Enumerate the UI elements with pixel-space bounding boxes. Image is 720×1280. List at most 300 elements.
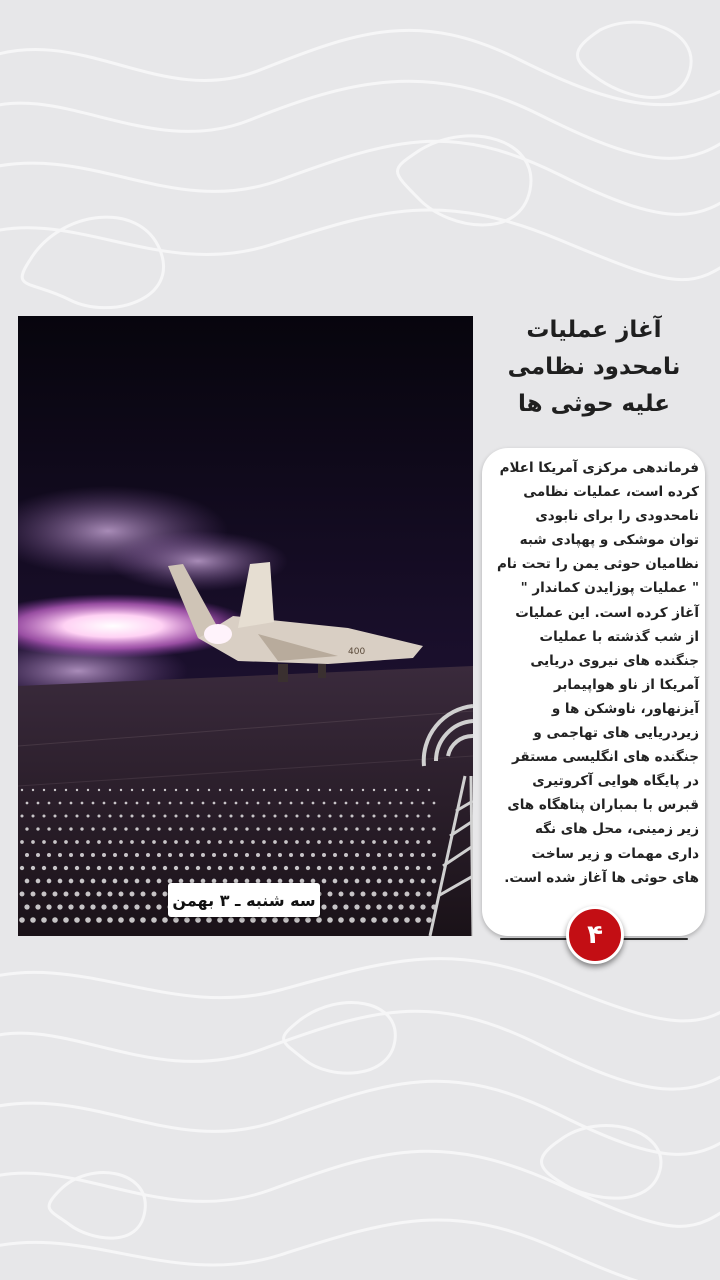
halftone-dot xyxy=(240,814,243,817)
page-number-badge: ۴ xyxy=(566,906,624,964)
halftone-dot xyxy=(311,827,314,830)
halftone-dot xyxy=(405,892,410,897)
halftone-dot xyxy=(432,827,435,830)
halftone-dot xyxy=(327,917,333,923)
halftone-dot xyxy=(257,802,260,805)
halftone-dot xyxy=(294,917,300,923)
halftone-dot xyxy=(256,827,259,830)
body-line: جنگنده های نیروی دریایی xyxy=(530,652,699,669)
halftone-dot xyxy=(372,892,377,897)
halftone-dot xyxy=(393,917,399,923)
halftone-dot xyxy=(433,802,436,805)
halftone-dot xyxy=(371,917,377,923)
body-line: در پایگاه هوایی آکروتیری xyxy=(532,773,699,790)
halftone-dot xyxy=(197,789,199,791)
halftone-dot xyxy=(175,789,177,791)
halftone-dot xyxy=(42,814,45,817)
halftone-dot xyxy=(345,802,348,805)
halftone-dot xyxy=(31,814,34,817)
halftone-dot xyxy=(234,827,237,830)
halftone-dot xyxy=(146,827,149,830)
halftone-dot xyxy=(195,917,201,923)
halftone-dot xyxy=(230,789,232,791)
body-line: از شب گذشته با عملیات xyxy=(539,628,699,645)
halftone-dot xyxy=(58,853,62,857)
halftone-dot xyxy=(75,814,78,817)
halftone-dot xyxy=(107,917,113,923)
headline xyxy=(480,312,708,423)
halftone-dot xyxy=(415,917,421,923)
halftone-dot xyxy=(372,814,375,817)
halftone-dot xyxy=(300,853,304,857)
halftone-dot xyxy=(156,904,161,909)
halftone-dot xyxy=(217,917,223,923)
halftone-dot xyxy=(338,917,344,923)
halftone-dot xyxy=(321,904,326,909)
halftone-dot xyxy=(322,827,325,830)
halftone-dot xyxy=(361,814,364,817)
halftone-dot xyxy=(384,789,386,791)
halftone-dot xyxy=(322,853,326,857)
halftone-dot xyxy=(261,917,267,923)
halftone-dot xyxy=(406,789,408,791)
halftone-dot xyxy=(366,853,370,857)
halftone-dot xyxy=(389,802,392,805)
body-line: داری مهمات و زیر ساخت xyxy=(531,845,699,862)
halftone-dot xyxy=(372,866,376,870)
halftone-dot xyxy=(42,892,47,897)
halftone-dot xyxy=(262,840,266,844)
halftone-dot xyxy=(53,866,57,870)
halftone-dot xyxy=(212,827,215,830)
halftone-dot xyxy=(86,840,90,844)
halftone-dot xyxy=(399,827,402,830)
halftone-dot xyxy=(24,904,29,909)
halftone-dot xyxy=(405,840,409,844)
halftone-dot xyxy=(404,917,410,923)
halftone-dot xyxy=(168,853,172,857)
halftone-dot xyxy=(97,840,101,844)
halftone-dot xyxy=(80,879,85,884)
halftone-dot xyxy=(411,802,414,805)
halftone-dot xyxy=(289,827,292,830)
halftone-dot xyxy=(76,789,78,791)
halftone-dot xyxy=(343,904,348,909)
halftone-dot xyxy=(245,827,248,830)
halftone-dot xyxy=(394,840,398,844)
halftone-dot xyxy=(400,802,403,805)
halftone-dot xyxy=(174,840,178,844)
halftone-dot xyxy=(207,866,211,870)
halftone-dot xyxy=(47,827,50,830)
halftone-dot xyxy=(372,840,376,844)
halftone-dot xyxy=(213,802,216,805)
halftone-dot xyxy=(416,814,419,817)
halftone-dot xyxy=(427,866,431,870)
halftone-dot xyxy=(383,892,388,897)
halftone-dot xyxy=(317,866,321,870)
halftone-dot xyxy=(382,917,388,923)
halftone-dot xyxy=(108,840,112,844)
halftone-dot xyxy=(262,866,266,870)
halftone-dot xyxy=(316,917,322,923)
body-line: آمریکا از ناو هواپیمابر xyxy=(553,676,699,693)
body-line: نظامیان حوثی یمن را تحت نام xyxy=(497,556,699,573)
jet-tail-number: 400 xyxy=(348,647,366,657)
halftone-dot xyxy=(420,904,425,909)
halftone-dot xyxy=(305,917,311,923)
halftone-dot xyxy=(399,879,404,884)
halftone-dot xyxy=(284,814,287,817)
body-line: کرده است، عملیات نظامی xyxy=(523,484,699,501)
halftone-dot xyxy=(409,904,414,909)
halftone-dot xyxy=(63,917,69,923)
halftone-dot xyxy=(118,917,124,923)
halftone-dot xyxy=(142,789,144,791)
halftone-dot xyxy=(267,853,271,857)
halftone-dot xyxy=(366,827,369,830)
halftone-dot xyxy=(30,917,36,923)
halftone-dot xyxy=(307,789,309,791)
halftone-dot xyxy=(334,802,337,805)
halftone-dot xyxy=(102,827,105,830)
halftone-dot xyxy=(125,802,128,805)
halftone-dot xyxy=(339,866,343,870)
body-line: فرماندهی مرکزی آمریکا اعلام xyxy=(499,460,699,476)
halftone-dot xyxy=(224,802,227,805)
halftone-dot xyxy=(278,827,281,830)
halftone-dot xyxy=(124,827,127,830)
halftone-dot xyxy=(64,866,68,870)
halftone-dot xyxy=(58,827,61,830)
halftone-dot xyxy=(58,879,63,884)
halftone-dot xyxy=(333,853,337,857)
halftone-dot xyxy=(295,840,299,844)
halftone-dot xyxy=(228,917,234,923)
halftone-dot xyxy=(141,840,145,844)
halftone-dot xyxy=(57,904,62,909)
body-line: آیزنهاور، ناوشکن ها و xyxy=(551,700,699,717)
halftone-dot xyxy=(135,879,140,884)
halftone-dot xyxy=(141,892,146,897)
halftone-dot xyxy=(35,904,40,909)
halftone-dot xyxy=(20,892,25,897)
halftone-dot xyxy=(350,892,355,897)
halftone-dot xyxy=(68,904,73,909)
halftone-dot xyxy=(306,814,309,817)
halftone-dot xyxy=(421,853,425,857)
halftone-dot xyxy=(87,789,89,791)
halftone-dot xyxy=(48,802,51,805)
halftone-dot xyxy=(427,892,432,897)
halftone-dot xyxy=(323,802,326,805)
halftone-dot xyxy=(42,866,46,870)
halftone-dot xyxy=(109,789,111,791)
halftone-dot xyxy=(219,789,221,791)
halftone-dot xyxy=(417,789,419,791)
halftone-dot xyxy=(416,892,421,897)
halftone-dot xyxy=(339,840,343,844)
body-line: جنگنده های انگلیسی مستقر xyxy=(512,749,699,766)
halftone-dot xyxy=(31,866,35,870)
halftone-dot xyxy=(21,789,23,791)
halftone-dot xyxy=(186,789,188,791)
halftone-dot xyxy=(135,853,139,857)
halftone-dot xyxy=(54,789,56,791)
halftone-dot xyxy=(333,827,336,830)
halftone-dot xyxy=(328,892,333,897)
halftone-dot xyxy=(344,827,347,830)
halftone-dot xyxy=(422,802,425,805)
halftone-dot xyxy=(229,814,232,817)
halftone-dot xyxy=(427,814,430,817)
halftone-dot xyxy=(262,814,265,817)
halftone-dot xyxy=(318,789,320,791)
halftone-dot xyxy=(366,879,371,884)
halftone-dot xyxy=(180,802,183,805)
body-line: آغاز کرده است. این عملیات xyxy=(515,604,699,621)
halftone-dot xyxy=(80,827,83,830)
halftone-dot xyxy=(317,814,320,817)
halftone-dot xyxy=(279,802,282,805)
halftone-dot xyxy=(356,802,359,805)
halftone-dot xyxy=(383,814,386,817)
halftone-dot xyxy=(141,814,144,817)
halftone-dot xyxy=(373,789,375,791)
halftone-dot xyxy=(333,879,338,884)
halftone-dot xyxy=(179,827,182,830)
halftone-dot xyxy=(284,866,288,870)
halftone-dot xyxy=(207,814,210,817)
halftone-dot xyxy=(388,853,392,857)
halftone-dot xyxy=(130,892,135,897)
halftone-dot xyxy=(152,840,156,844)
halftone-dot xyxy=(328,866,332,870)
halftone-dot xyxy=(53,840,57,844)
halftone-dot xyxy=(59,802,62,805)
halftone-dot xyxy=(90,904,95,909)
halftone-dot xyxy=(113,853,117,857)
halftone-dot xyxy=(229,840,233,844)
halftone-dot xyxy=(69,879,74,884)
halftone-dot xyxy=(102,879,107,884)
halftone-dot xyxy=(64,892,69,897)
halftone-dot xyxy=(25,879,30,884)
halftone-dot xyxy=(97,814,100,817)
halftone-dot xyxy=(278,853,282,857)
halftone-dot xyxy=(36,827,39,830)
halftone-dot xyxy=(306,866,310,870)
halftone-dot xyxy=(20,866,24,870)
halftone-dot xyxy=(112,904,117,909)
halftone-dot xyxy=(75,892,80,897)
halftone-dot xyxy=(377,853,381,857)
halftone-dot xyxy=(350,840,354,844)
halftone-dot xyxy=(173,917,179,923)
halftone-dot xyxy=(46,904,51,909)
halftone-dot xyxy=(252,789,254,791)
halftone-dot xyxy=(151,917,157,923)
halftone-dot xyxy=(101,904,106,909)
halftone-dot xyxy=(241,789,243,791)
halftone-dot xyxy=(163,892,168,897)
halftone-dot xyxy=(119,840,123,844)
date-badge: سه شنبه ـ ۳ بهمن xyxy=(168,883,320,917)
body-line: نامحدودی را برای نابودی xyxy=(535,508,699,525)
halftone-dot xyxy=(344,853,348,857)
halftone-dot xyxy=(290,802,293,805)
halftone-dot xyxy=(361,866,365,870)
halftone-dot xyxy=(208,789,210,791)
halftone-dot xyxy=(179,853,183,857)
halftone-dot xyxy=(378,802,381,805)
halftone-dot xyxy=(164,789,166,791)
halftone-dot xyxy=(70,802,73,805)
halftone-dot xyxy=(120,789,122,791)
halftone-dot xyxy=(37,802,40,805)
halftone-dot xyxy=(196,814,199,817)
halftone-dot xyxy=(75,866,79,870)
halftone-dot xyxy=(377,879,382,884)
article-body xyxy=(490,456,699,890)
halftone-dot xyxy=(47,853,51,857)
halftone-dot xyxy=(52,917,58,923)
halftone-dot xyxy=(395,789,397,791)
halftone-dot xyxy=(75,840,79,844)
halftone-dot xyxy=(421,879,426,884)
halftone-dot xyxy=(427,840,431,844)
halftone-dot xyxy=(234,853,238,857)
halftone-dot xyxy=(86,814,89,817)
halftone-dot xyxy=(168,827,171,830)
halftone-dot xyxy=(212,853,216,857)
halftone-dot xyxy=(344,879,349,884)
body-line: زیر زمینی، محل های نگه xyxy=(534,821,699,838)
halftone-dot xyxy=(92,802,95,805)
halftone-dot xyxy=(398,904,403,909)
halftone-dot xyxy=(388,827,391,830)
halftone-dot xyxy=(218,814,221,817)
halftone-dot xyxy=(91,827,94,830)
halftone-dot xyxy=(124,879,129,884)
halftone-dot xyxy=(174,866,178,870)
halftone-dot xyxy=(311,853,315,857)
headline-line: آغاز عملیات xyxy=(526,317,662,343)
halftone-dot xyxy=(340,789,342,791)
halftone-dot xyxy=(174,814,177,817)
halftone-dot xyxy=(86,892,91,897)
halftone-dot xyxy=(69,827,72,830)
halftone-dot xyxy=(124,853,128,857)
halftone-dot xyxy=(272,917,278,923)
halftone-dot xyxy=(163,866,167,870)
halftone-dot xyxy=(416,866,420,870)
halftone-dot xyxy=(43,789,45,791)
halftone-dot xyxy=(146,879,151,884)
photo-illustration xyxy=(18,316,473,936)
halftone-dot xyxy=(285,789,287,791)
halftone-dot xyxy=(113,879,118,884)
halftone-dot xyxy=(367,802,370,805)
halftone-dot xyxy=(25,827,28,830)
halftone-dot xyxy=(25,853,29,857)
body-line: قبرس با بمباران پناهگاه های xyxy=(507,797,699,814)
halftone-dot xyxy=(300,827,303,830)
halftone-dot xyxy=(86,866,90,870)
halftone-dot xyxy=(158,802,161,805)
halftone-dot xyxy=(26,802,29,805)
halftone-dot xyxy=(229,866,233,870)
halftone-dot xyxy=(394,814,397,817)
halftone-dot xyxy=(394,892,399,897)
halftone-dot xyxy=(273,840,277,844)
halftone-dot xyxy=(114,802,117,805)
halftone-dot xyxy=(134,904,139,909)
halftone-dot xyxy=(350,866,354,870)
halftone-dot xyxy=(69,853,73,857)
halftone-dot xyxy=(185,866,189,870)
halftone-dot xyxy=(388,879,393,884)
halftone-dot xyxy=(218,840,222,844)
halftone-dot xyxy=(102,853,106,857)
halftone-dot xyxy=(283,917,289,923)
halftone-dot xyxy=(152,866,156,870)
halftone-dot xyxy=(432,853,436,857)
halftone-dot xyxy=(113,827,116,830)
halftone-dot xyxy=(394,866,398,870)
halftone-dot xyxy=(130,866,134,870)
halftone-dot xyxy=(405,814,408,817)
halftone-dot xyxy=(329,789,331,791)
halftone-dot xyxy=(157,853,161,857)
halftone-dot xyxy=(245,853,249,857)
halftone-dot xyxy=(80,853,84,857)
halftone-dot xyxy=(251,814,254,817)
halftone-dot xyxy=(146,853,150,857)
halftone-dot xyxy=(103,802,106,805)
halftone-dot xyxy=(81,802,84,805)
halftone-dot xyxy=(130,840,134,844)
halftone-dot xyxy=(428,789,430,791)
halftone-dot xyxy=(289,853,293,857)
halftone-dot xyxy=(256,853,260,857)
halftone-dot xyxy=(129,917,135,923)
halftone-dot xyxy=(65,789,67,791)
headline-line: نامحدود نظامی xyxy=(507,354,681,380)
halftone-dot xyxy=(284,840,288,844)
halftone-dot xyxy=(190,853,194,857)
halftone-dot xyxy=(145,904,150,909)
halftone-dot xyxy=(162,917,168,923)
halftone-dot xyxy=(421,827,424,830)
halftone-dot xyxy=(405,866,409,870)
halftone-dot xyxy=(268,802,271,805)
halftone-dot xyxy=(263,789,265,791)
halftone-dot xyxy=(147,802,150,805)
halftone-dot xyxy=(98,789,100,791)
halftone-dot xyxy=(64,840,68,844)
halftone-dot xyxy=(42,840,46,844)
halftone-dot xyxy=(74,917,80,923)
halftone-dot xyxy=(96,917,102,923)
halftone-dot xyxy=(207,840,211,844)
halftone-dot xyxy=(196,866,200,870)
halftone-dot xyxy=(426,917,432,923)
halftone-dot xyxy=(32,789,34,791)
halftone-dot xyxy=(362,789,364,791)
halftone-dot xyxy=(383,866,387,870)
halftone-dot xyxy=(140,917,146,923)
